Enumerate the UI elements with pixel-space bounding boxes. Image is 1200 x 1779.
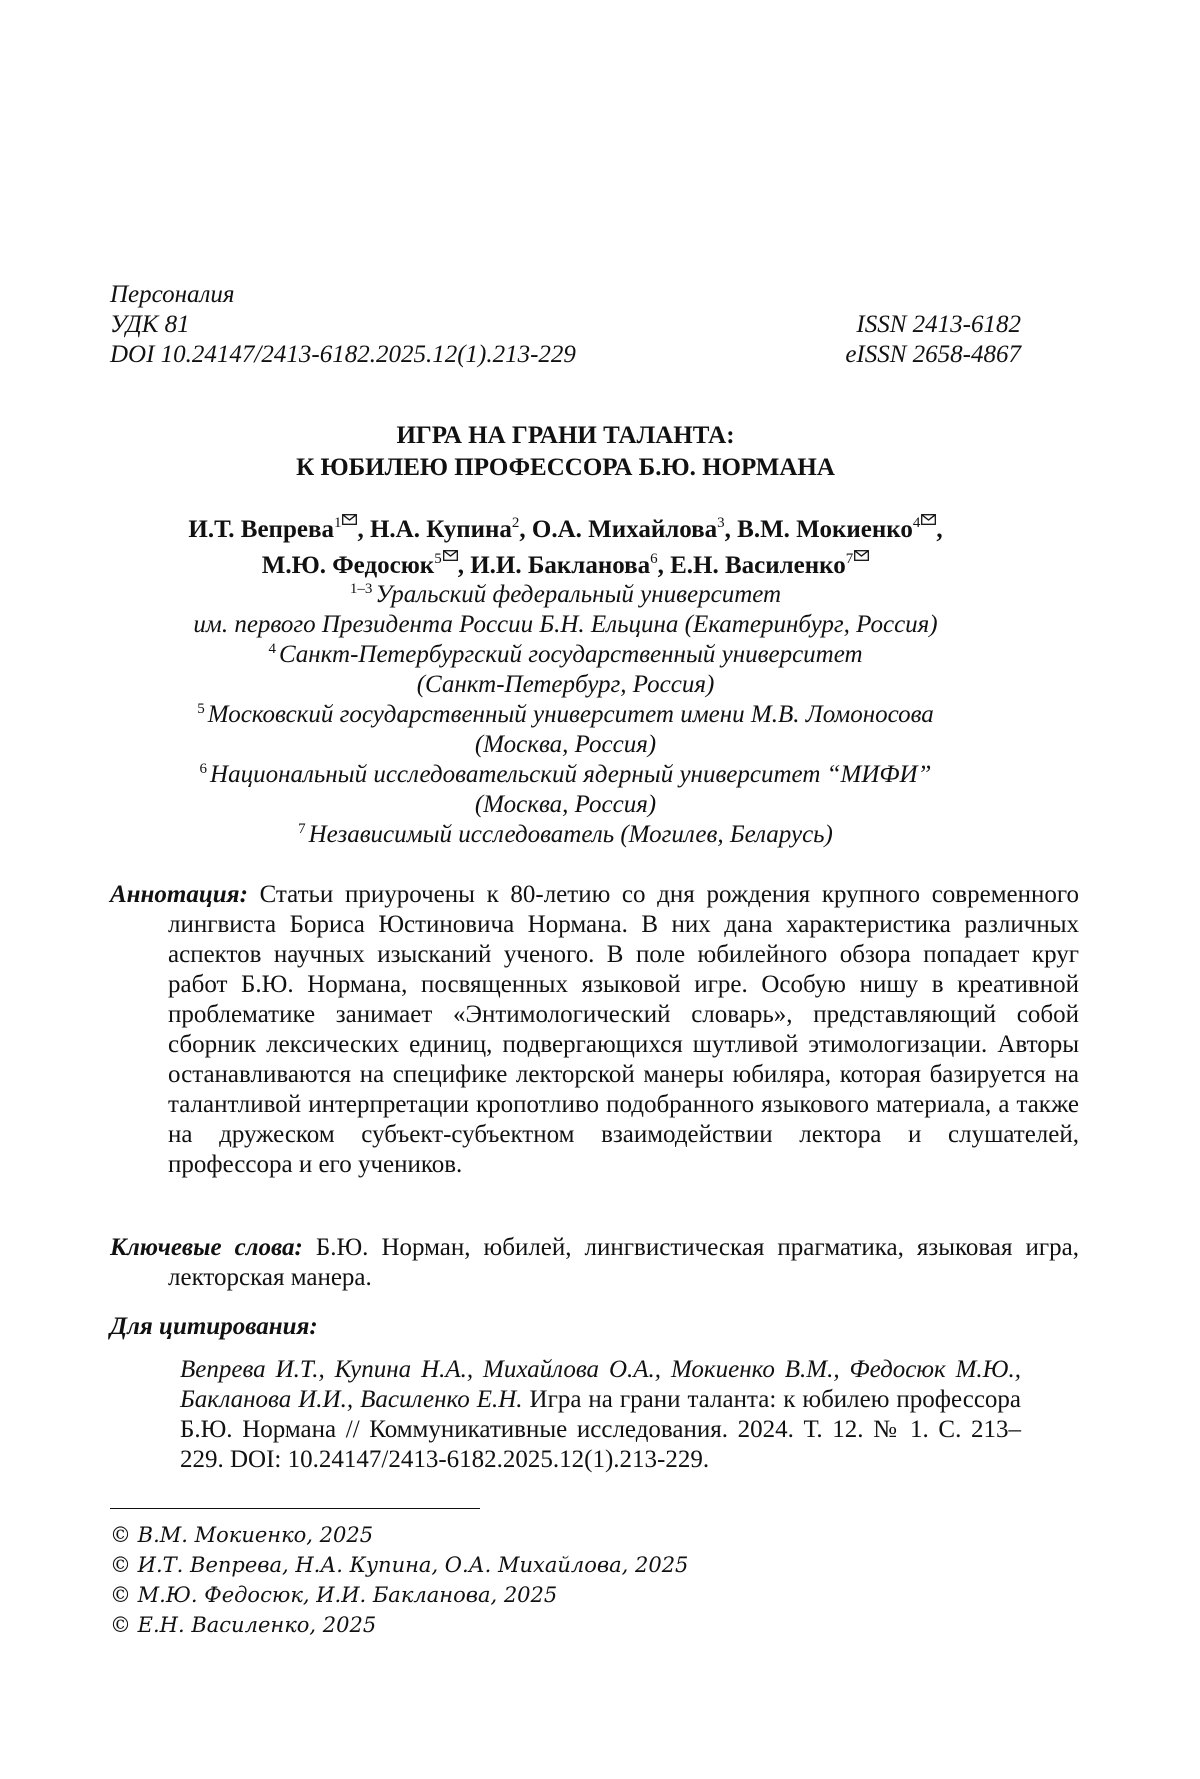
issn: ISSN 2413-6182 (856, 311, 1021, 338)
article-title: ИГРА НА ГРАНИ ТАЛАНТА: К ЮБИЛЕЮ ПРОФЕССОРА Б.Ю. НОРМАНА (296, 422, 835, 481)
author-name: М.Ю. Федосюк (261, 552, 435, 579)
author-name: И.И. Бакланова (470, 552, 651, 579)
copyright-line: © И.Т. Вепрева, Н.А. Купина, О.А. Михайлова, 2025 (110, 1553, 689, 1577)
copyright-line: © В.М. Мокиенко, 2025 (110, 1523, 374, 1547)
abstract (110, 880, 1079, 1180)
citation-label: Для цитирования: (110, 1313, 318, 1340)
footnote-divider (110, 1508, 480, 1509)
abstract-text: Статьи приурочены к 80-летию со дня рождения крупного современного лингвиста Бориса Юстиновича Нормана. В них дана характеристика различных аспектов научных изысканий ученого. В поле юбилейного обзора попадает круг работ Б.Ю. Нормана, посвященных языковой игре. Особую нишу в креативной проблематике занимает «Энтимологический словарь», представляющий собой сборник лексических единиц, подвергающихся шутливой этимологизации. Авторы останавливаются на специфике лекторской манеры юбиляра, которая базируется на талантливой интерпретации кропотливо подобранного языкового материала, а также на дружеском субъект-субъектном взаимодействии лектора и слушателей, профессора и его учеников. (168, 881, 1080, 1178)
affiliation-line: Независимый исследователь (Могилев, Беларусь) (308, 821, 833, 848)
affiliation-line: (Санкт-Петербург, Россия) (416, 671, 715, 698)
mail-icon[interactable] (342, 514, 357, 525)
mail-icon[interactable] (854, 550, 869, 561)
affiliation-line: Национальный исследовательский ядерный университет “МИФИ” (210, 761, 932, 788)
citation (180, 1355, 1021, 1475)
affiliation-line: Московский государственный университет имени М.В. Ломоносова (207, 701, 934, 728)
affiliation-line: им. первого Президента России Б.Н. Ельцина (Екатеринбург, Россия) (193, 611, 938, 638)
eissn: eISSN 2658-4867 (845, 341, 1021, 368)
affiliation-line: Уральский федеральный университет (375, 581, 782, 608)
author-list: И.Т. Вепрева$^1$ , Н.А. Купина$^2$, О.А. Михайлова$^3$, В.М. Мокиенко$^4$ , М.Ю. Федосюк$^5$ , И.И. Бакланова$^6$, Е.Н. Василенко$^7$ (188, 515, 943, 579)
author-name: О.А. Михайлова (531, 516, 718, 543)
section-name: Персоналия (110, 281, 235, 308)
author-name: И.Т. Вепрева (188, 516, 334, 543)
keywords-text: Б.Ю. Норман, юбилей, лингвистическая прагматика, языковая игра, лекторская манера. (168, 1234, 1079, 1291)
doi: DOI 10.24147/2413-6182.2025.12(1).213-229 (110, 341, 576, 368)
keywords (110, 1233, 1079, 1293)
author-name: Е.Н. Василенко (670, 552, 846, 579)
abstract-label: Аннотация: (110, 881, 248, 908)
author-name: Н.А. Купина (369, 516, 512, 543)
udc-code: УДК 81 (110, 311, 190, 338)
citation-text: Игра на грани таланта: к юбилею профессора Б.Ю. Нормана // Коммуникативные исследования. 2024. Т. 12. № 1. С. 213–229. DOI: 10.24147/2413-6182.2025.12(1).213-229. (180, 1386, 1022, 1473)
author-name: В.М. Мокиенко (737, 516, 913, 543)
copyright-line: © Е.Н. Василенко, 2025 (110, 1613, 377, 1637)
mail-icon[interactable] (443, 550, 458, 561)
affiliation-line: (Москва, Россия) (474, 731, 657, 758)
affiliation-line: (Москва, Россия) (474, 791, 657, 818)
article-meta (110, 280, 1021, 370)
keywords-label: Ключевые слова: (110, 1234, 303, 1261)
affiliations: $^{1-3}$ Уральский федеральный университет им. первого Президента России Б.Н. Ельцина (Екатеринбург, Россия) $^4$ Санкт-Петербургский государственный университет (Санкт-Петербург, Россия) $^5$ Московский государственный университет имени М.В. Ломоносова (Москва, Россия) $^6$ Национальный исследовательский ядерный университет “МИФИ” (Москва, Россия) $^7$ Независимый исследователь (Могилев, Беларусь) (193, 581, 938, 848)
citation-authors: Вепрева И.Т., Купина Н.А., Михайлова О.А., Мокиенко В.М., Федосюк М.Ю., Бакланова И.И., Василенко Е.Н. (180, 1356, 1021, 1413)
mail-icon[interactable] (921, 514, 936, 525)
copyright-line: © М.Ю. Федосюк, И.И. Бакланова, 2025 (110, 1583, 558, 1607)
affiliation-line: Санкт-Петербургский государственный университет (278, 641, 863, 668)
